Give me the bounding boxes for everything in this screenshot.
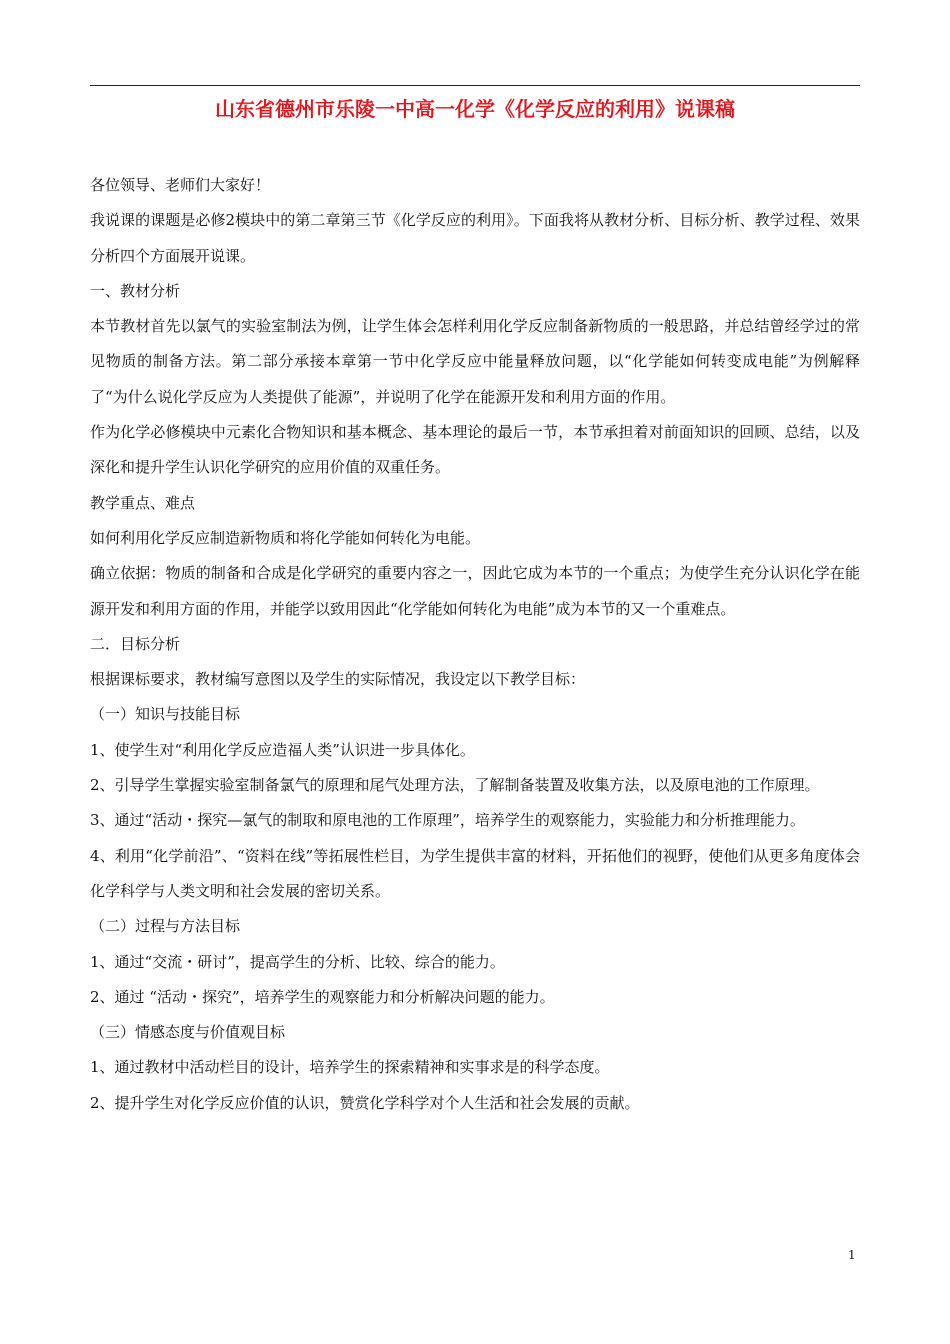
header-rule bbox=[90, 85, 860, 86]
list-item-attitude-2: 2、提升学生对化学反应价值的认识，赞赏化学科学对个人生活和社会发展的贡献。 bbox=[90, 1093, 640, 1112]
paragraph-intro: 我说课的课题是必修2模块中的第二章第三节《化学反应的利用》。下面我将从教材分析、目标分析、教学过程、效果分析四个方面展开说课。 bbox=[90, 211, 860, 265]
paragraph-greeting: 各位领导、老师们大家好！ bbox=[90, 176, 271, 194]
document-title: 山东省德州市乐陵一中高一化学《化学反应的利用》说课稿 bbox=[215, 97, 735, 121]
paragraph-basis: 确立依据：物质的制备和合成是化学研究的重要内容之一，因此它成为本节的一个重点；为使学生充分认识化学在能源开发和利用方面的作用，并能学以致用因此“化学能如何转化为电能”成为本节的又一个重难点。 bbox=[90, 564, 860, 618]
subheading-attitude-goals: （三）情感态度与价值观目标 bbox=[90, 1023, 286, 1042]
list-item-process-1: 1、通过“交流・研讨”，提高学生的分析、比较、综合的能力。 bbox=[90, 952, 505, 971]
subheading-key-points: 教学重点、难点 bbox=[90, 493, 196, 512]
list-item-knowledge-2: 2、引导学生掌握实验室制备氯气的原理和尾气处理方法，了解制备装置及收集方法，以及原电池的工作原理。 bbox=[90, 776, 820, 795]
paragraph-textbook-role: 作为化学必修模块中元素化合物知识和基本概念、基本理论的最后一节，本节承担着对前面知识的回顾、总结，以及深化和提升学生认识化学研究的应用价值的双重任务。 bbox=[90, 423, 860, 477]
list-item-attitude-1: 1、通过教材中活动栏目的设计，培养学生的探索精神和实事求是的科学态度。 bbox=[90, 1058, 610, 1077]
subheading-process-goals: （二）过程与方法目标 bbox=[90, 917, 241, 936]
section-heading-goal-analysis: 二．目标分析 bbox=[90, 634, 181, 653]
list-item-knowledge-4: 4、利用“化学前沿”、“资料在线”等拓展性栏目，为学生提供丰富的材料，开拓他们的视野，使他们从更多角度体会化学科学与人类文明和社会发展的密切关系。 bbox=[90, 846, 860, 900]
paragraph-goal-intro: 根据课标要求，教材编写意图以及学生的实际情况，我设定以下教学目标： bbox=[90, 670, 586, 689]
document-body bbox=[90, 168, 860, 1121]
page-number: 1 bbox=[848, 1248, 856, 1262]
list-item-knowledge-1: 1、使学生对“利用化学反应造福人类”认识进一步具体化。 bbox=[90, 740, 475, 759]
section-heading-textbook-analysis: 一、教材分析 bbox=[90, 281, 181, 300]
subheading-knowledge-goals: （一）知识与技能目标 bbox=[90, 705, 241, 724]
paragraph-textbook-content: 本节教材首先以氯气的实验室制法为例，让学生体会怎样利用化学反应制备新物质的一般思路，并总结曾经学过的常见物质的制备方法。第二部分承接本章第一节中化学反应中能量释放问题，以“化学能如何转变成电能”为例解释了“为什么说化学反应为人类提供了能源”，并说明了化学在能源开发和利用方面的作用。 bbox=[90, 317, 860, 406]
list-item-process-2: 2、通过 “活动・探究”，培养学生的观察能力和分析解决问题的能力。 bbox=[90, 987, 555, 1006]
list-item-knowledge-3: 3、通过“活动・探究—氯气的制取和原电池的工作原理”，培养学生的观察能力，实验能力和分析推理能力。 bbox=[90, 811, 805, 830]
paragraph-key-points: 如何利用化学反应制造新物质和将化学能如何转化为电能。 bbox=[90, 528, 481, 547]
